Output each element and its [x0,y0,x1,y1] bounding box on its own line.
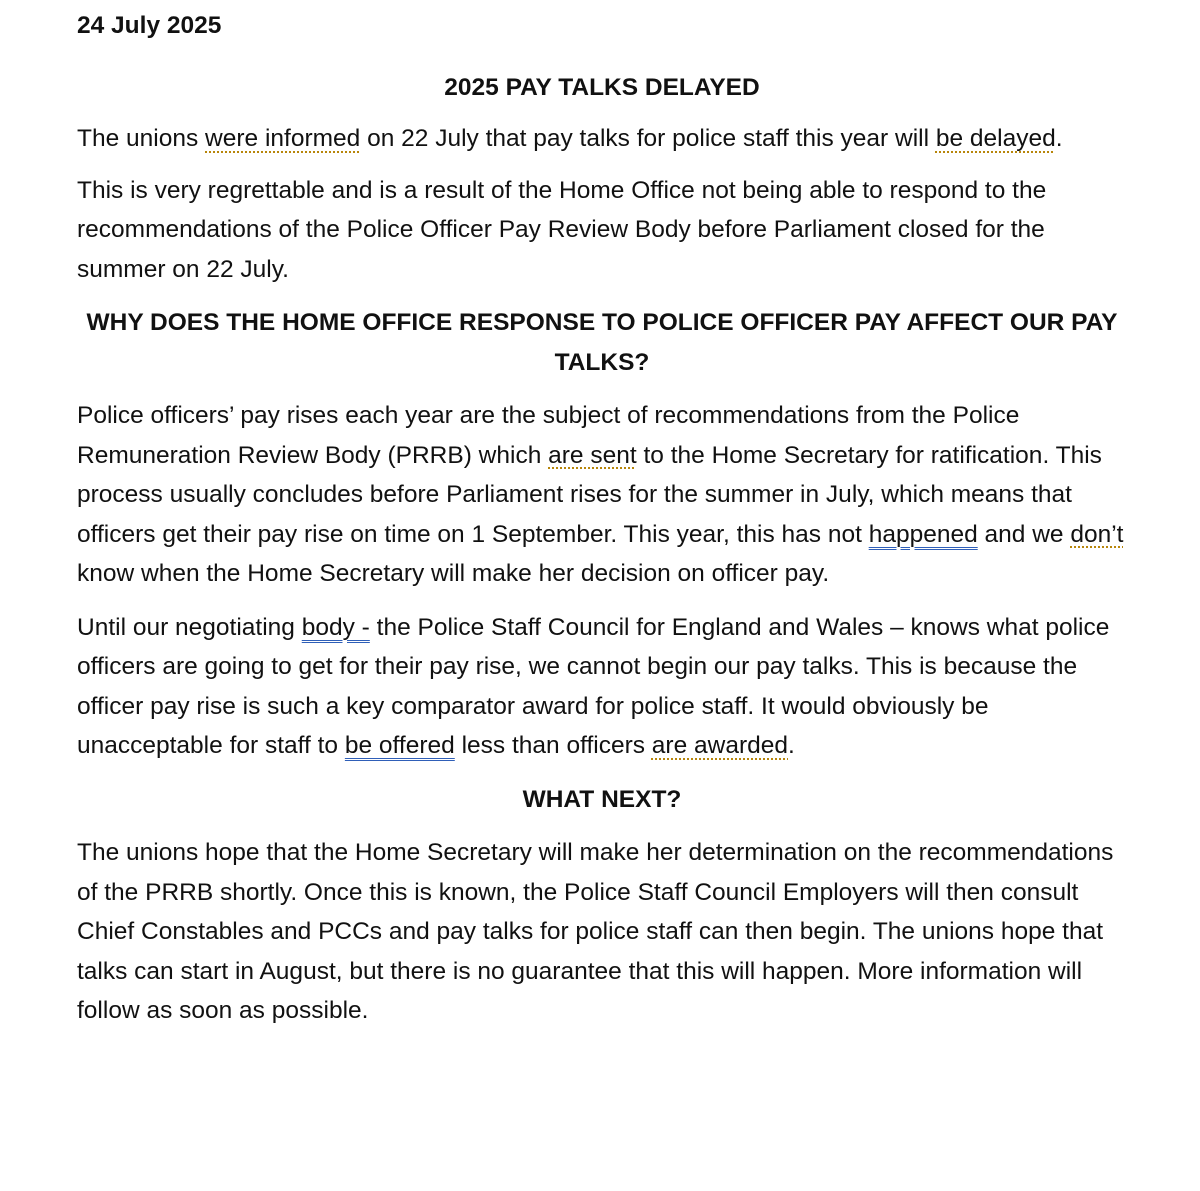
spelling-flag[interactable]: body - [301,613,370,641]
paragraph-what-next: The unions hope that the Home Secretary will make her determination on the recommendations of the PRRB shortly. Once this is known, the Police Staff Council Employers will then consult Chief Constables and PCCs and pay talks for police staff can then begin. The unions hope that talks can start in August, but there is no guarantee that this will happen. More information will follow as soon as possible. [77,839,1114,1024]
paragraph-regrettable: This is very regrettable and is a result of the Home Office not being able to respond to the recommendations of the Police Officer Pay Review Body before Parliament closed for the summer on 22 July. [77,176,1047,283]
text-run: and we [977,520,1071,548]
text-run: to the Home Secretary for ratification. This process usually concludes before Parliament rises for the summer in July, which means that officers get their pay rise on time on 1 September. This year, this has not [77,441,1102,548]
paragraph-officer-pay-rises [77,396,1127,594]
text-run: on 22 July that pay talks for police staff this year will [360,125,936,152]
text-run: Until our negotiating [77,613,302,641]
grammar-flag[interactable]: are sent [548,441,637,469]
spelling-flag[interactable]: be offered [344,732,455,759]
text-run: The unions [77,125,206,152]
grammar-flag[interactable]: are awarded [651,732,788,759]
grammar-flag[interactable]: be delayed [935,125,1056,152]
document-body [77,6,1127,1031]
heading-what-next: WHAT NEXT? [522,785,682,813]
text-run: the Police Staff Council for England and Wales – knows what police officers are going to get for their pay rise, we cannot begin our pay talks. This is because the officer pay rise is such a key comparator award for police staff. It would obviously be unacceptable for staff to [77,613,1110,759]
grammar-flag[interactable]: don’t [1070,520,1124,548]
paragraph-negotiating-body [77,608,1127,766]
text-run: know when the Home Secretary will make her decision on officer pay. [77,560,830,587]
heading-pay-talks-delayed: 2025 PAY TALKS DELAYED [444,73,760,101]
heading-why-home-office: WHY DOES THE HOME OFFICE RESPONSE TO POLICE OFFICER PAY AFFECT OUR PAY TALKS? [86,309,1118,376]
text-run: Police officers’ pay rises each year are the subject of recommendations from the Police Remuneration Review Body (PRRB) which [77,402,1020,469]
spelling-flag[interactable]: happened [868,520,978,548]
text-run: . [1055,125,1063,152]
grammar-flag[interactable]: were informed [205,125,361,152]
document-date: 24 July 2025 [77,12,222,39]
text-run: less than officers [454,732,652,759]
text-run: . [788,732,795,759]
paragraph-unions-informed [77,119,1127,159]
